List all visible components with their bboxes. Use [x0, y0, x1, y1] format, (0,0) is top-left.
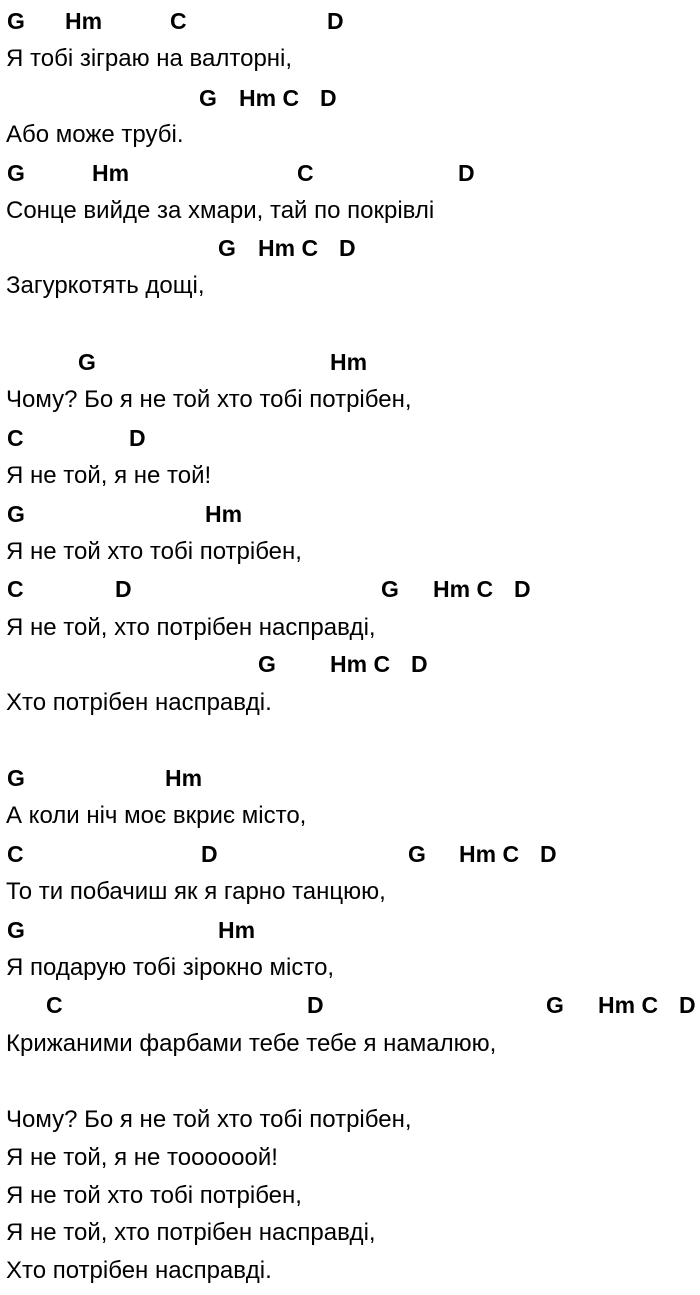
lyric-line: Я подарую тобі зірокно місто, — [6, 954, 335, 981]
chord-line — [0, 835, 700, 873]
chord-line — [0, 570, 700, 608]
chord-line — [0, 645, 700, 683]
chord: C — [297, 160, 314, 186]
chord: D — [540, 841, 557, 867]
chord: D — [327, 8, 344, 34]
lyric-line: Загуркотять дощі, — [6, 272, 205, 299]
chord: G — [7, 917, 25, 943]
chord: G — [381, 576, 399, 602]
chord: G — [7, 501, 25, 527]
chord: G — [218, 235, 236, 261]
chord: G — [546, 992, 564, 1018]
chord: Hm C — [459, 841, 520, 867]
chord: D — [201, 841, 218, 867]
chord: Hm — [65, 8, 103, 34]
chord: Hm C — [598, 992, 659, 1018]
chord: Hm — [218, 917, 256, 943]
chord: D — [307, 992, 324, 1018]
chord-line — [0, 2, 700, 40]
chord: D — [458, 160, 475, 186]
chord: Hm — [92, 160, 130, 186]
lyric-line: Хто потрібен насправді. — [6, 1257, 272, 1284]
chord: Hm C — [330, 651, 391, 677]
chord: C — [7, 576, 24, 602]
chord: D — [514, 576, 531, 602]
chord: D — [115, 576, 132, 602]
chord-line — [0, 419, 700, 457]
chord: D — [320, 85, 337, 111]
chord: Hm C — [433, 576, 494, 602]
lyric-line: Чому? Бо я не той хто тобі потрібен, — [6, 386, 412, 413]
chord: C — [170, 8, 187, 34]
chord: C — [7, 425, 24, 451]
lyric-line: Чому? Бо я не той хто тобі потрібен, — [6, 1106, 412, 1133]
lyric-line: Я не той хто тобі потрібен, — [6, 538, 302, 565]
chord: Hm C — [258, 235, 319, 261]
lyric-line: Я не той хто тобі потрібен, — [6, 1182, 302, 1209]
chord: D — [411, 651, 428, 677]
chord: G — [258, 651, 276, 677]
chord: G — [7, 8, 25, 34]
chord: C — [46, 992, 63, 1018]
chord: G — [7, 765, 25, 791]
lyric-line: Я не той, хто потрібен насправді, — [6, 1219, 376, 1246]
lyric-line: Я не той, я не той! — [6, 462, 212, 489]
chord: Hm — [205, 501, 243, 527]
chord: Hm C — [239, 85, 300, 111]
chord: D — [129, 425, 146, 451]
chord: D — [339, 235, 356, 261]
lyric-line: А коли ніч моє вкриє місто, — [6, 802, 307, 829]
chord: G — [408, 841, 426, 867]
lyric-line: Я тобі зіграю на валторні, — [6, 45, 293, 72]
chord: D — [679, 992, 696, 1018]
lyric-line: Крижаними фарбами тебе тебе я намалюю, — [6, 1030, 497, 1057]
lyric-line: Я не той, я не тоооооой! — [6, 1144, 278, 1171]
chord-line — [0, 79, 700, 117]
chord-line — [0, 154, 700, 192]
lyric-line: Хто потрібен насправді. — [6, 689, 272, 716]
chord-line — [0, 343, 700, 381]
chord: Hm — [330, 349, 368, 375]
chord: G — [7, 160, 25, 186]
chord-line — [0, 759, 700, 797]
lyric-line: Я не той, хто потрібен насправді, — [6, 614, 376, 641]
lyric-line: Або може трубі. — [6, 121, 184, 148]
chord-line — [0, 911, 700, 949]
chord: Hm — [165, 765, 203, 791]
chord: G — [78, 349, 96, 375]
chord-line — [0, 495, 700, 533]
chord-line — [0, 229, 700, 267]
lyric-line: Сонце вийде за хмари, тай по покрівлі — [6, 197, 435, 224]
lyric-line: То ти побачиш як я гарно танцюю, — [6, 878, 386, 905]
chord: C — [7, 841, 24, 867]
chord-line — [0, 986, 700, 1024]
chord: G — [199, 85, 217, 111]
